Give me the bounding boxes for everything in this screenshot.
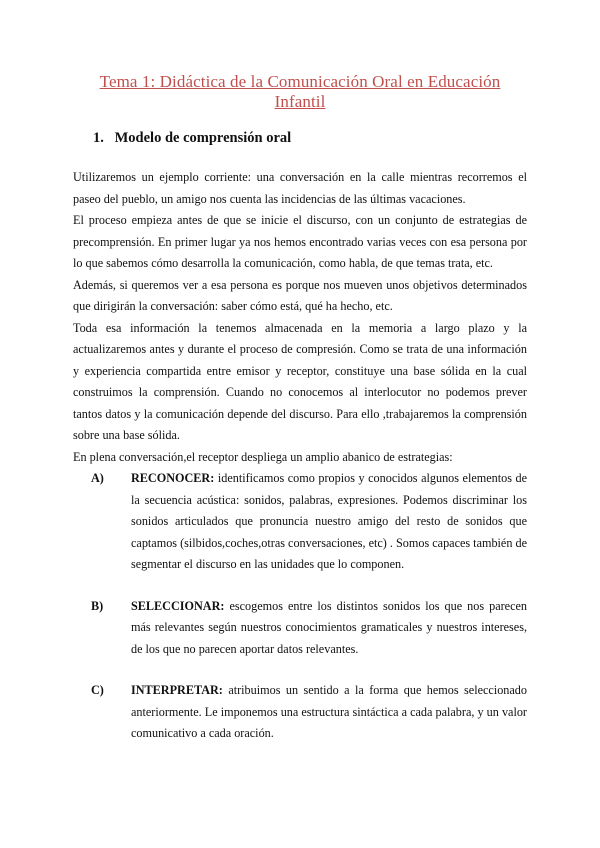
document-title: Tema 1: Didáctica de la Comunicación Oral en Educación Infantil xyxy=(99,72,501,111)
paragraph-precomprehension: El proceso empieza antes de que se inicie el discurso, con un conjunto de estrategias de precomprensión. En primer lugar ya nos hemos encontrado varias veces con esa persona por lo que sabemos cómo desarrolla la comunicación, como habla, de que temas trata, etc. xyxy=(73,213,527,270)
strategy-text: escogemos entre los distintos sonidos los que nos parecen más relevantes según nuestros conocimientos gramaticales y nuestros intereses, de los que no parecen aportar datos relevantes. xyxy=(131,598,527,656)
section-heading-text: Modelo de comprensión oral xyxy=(114,130,292,146)
paragraph-memory: Toda esa información la tenemos almacenada en la memoria a largo plazo y la actualizaremos antes y durante el proceso de compresión. Como se trata de una información y experiencia compartida entre emisor y receptor, constituye una base sólida en la cual construimos la comprensión. Cuando no conocemos al interlocutor no podemos prever tantos datos y la comunicación depende del discurso. Para ello ,trabajaremos la comprensión sobre una base sólida. xyxy=(73,320,527,442)
strategy-term: INTERPRETAR: xyxy=(131,683,223,697)
strategy-term: SELECCIONAR: xyxy=(131,598,225,613)
section-heading xyxy=(93,130,527,147)
list-item-body xyxy=(131,680,527,745)
strategy-term: RECONOCER: xyxy=(131,471,215,485)
section-number: 1. xyxy=(93,130,104,146)
strategy-text: identificamos como propios y conocidos algunos elementos de la secuencia acústica: sonidos, palabras, expresiones. Podemos discriminar los sonidos articulados que pronuncia nuestro amigo del resto de sonidos que captamos (silbidos,coches,otras conversaciones, etc) . Somos capaces también de segmentar el discurso en las unidades que lo componen. xyxy=(131,471,528,571)
list-item xyxy=(73,596,527,661)
paragraph-example: Utilizaremos un ejemplo corriente: una conversación en la calle mientras recorremos el paseo del pueblo, un amigo nos cuenta las incidencias de las últimas vacaciones. xyxy=(73,170,527,206)
strategy-text: atribuimos un sentido a la forma que hemos seleccionado anteriormente. Le imponemos una estructura sintáctica a cada palabra, y un valor comunicativo a cada oración. xyxy=(131,683,527,740)
strategies-list xyxy=(73,468,527,745)
spacer xyxy=(73,660,527,680)
list-marker: A) xyxy=(91,471,104,485)
paragraph-strategies-intro: En plena conversación,el receptor despliega un amplio abanico de estrategias: xyxy=(73,449,453,464)
list-item-body xyxy=(131,468,527,576)
list-item-body xyxy=(131,596,527,661)
spacer xyxy=(73,576,527,596)
paragraph-objectives: Además, si queremos ver a esa persona es porque nos mueven unos objetivos determinados que dirigirán la conversación: saber cómo está, qué ha hecho, etc. xyxy=(73,277,527,313)
list-marker: C) xyxy=(91,683,104,697)
list-marker: B) xyxy=(91,598,104,613)
list-item xyxy=(73,680,527,745)
list-item xyxy=(73,468,527,576)
